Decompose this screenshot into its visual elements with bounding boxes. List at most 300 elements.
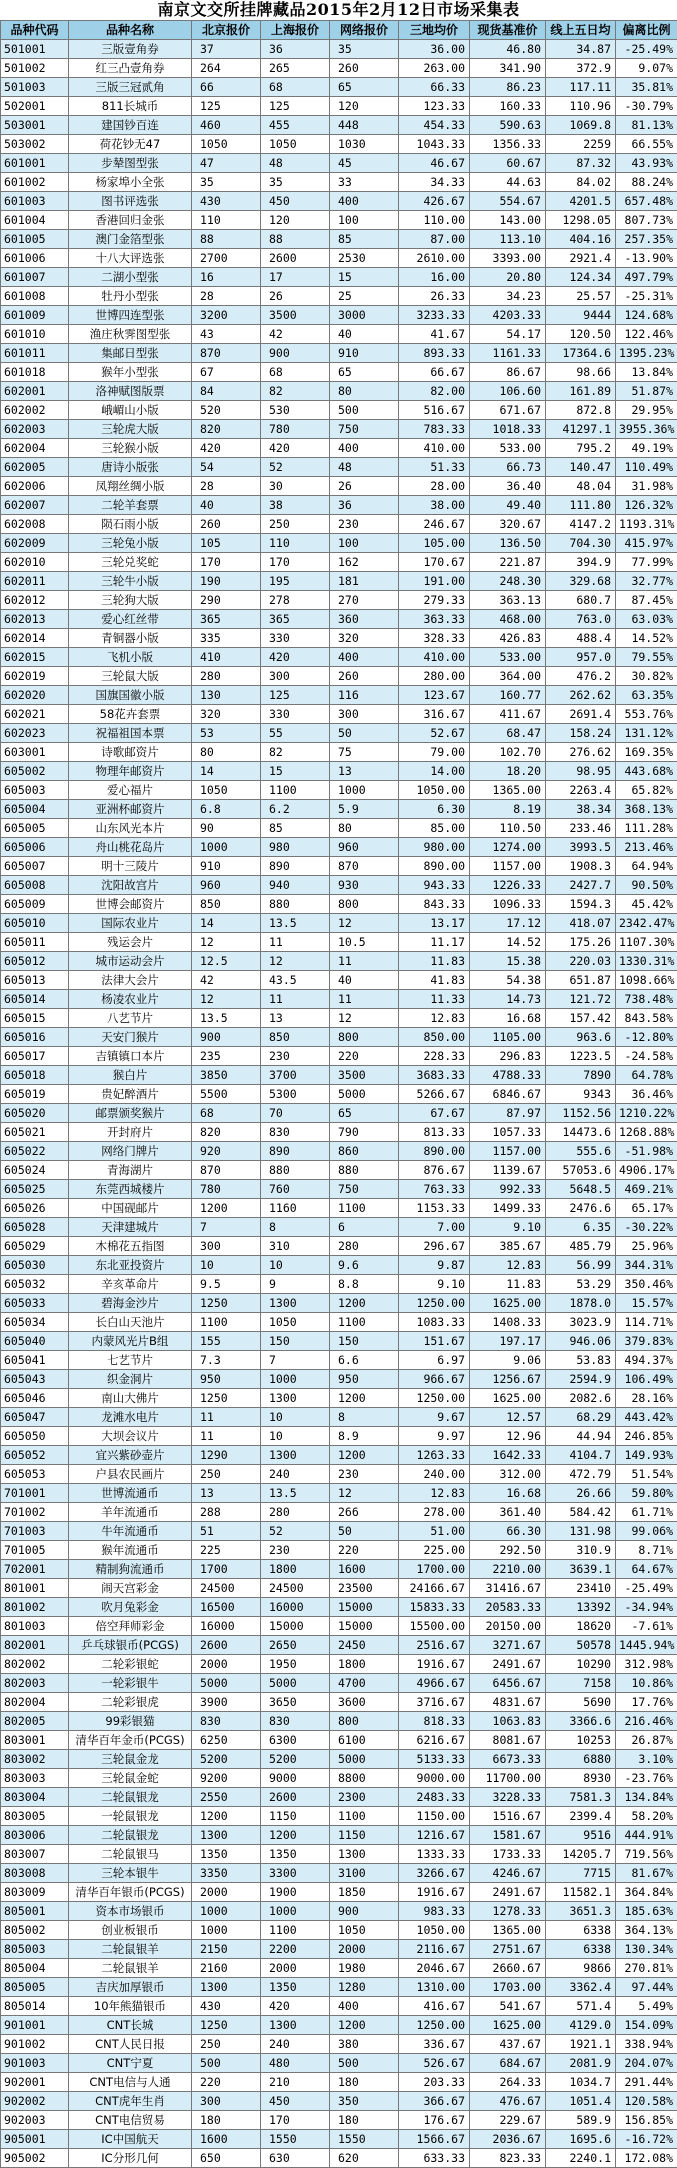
three-city-avg-cell: 454.33 (399, 116, 470, 135)
three-city-avg-cell: 278.00 (399, 1503, 470, 1522)
deviation-ratio-cell: 35.81% (616, 78, 677, 97)
five-day-avg-cell: 7715 (546, 1864, 616, 1883)
item-code-cell: 803004 (1, 1788, 69, 1807)
deviation-ratio-cell: -16.72% (616, 2130, 677, 2149)
three-city-avg-cell: 2483.33 (399, 1788, 470, 1807)
five-day-avg-cell: 117.11 (546, 78, 616, 97)
shanghai-price-cell: 1300 (261, 1389, 330, 1408)
table-row (1, 743, 677, 762)
item-name-cell: 物理年邮资片 (69, 762, 192, 781)
table-row (1, 496, 677, 515)
online-price-cell: 910 (330, 344, 399, 363)
five-day-avg-cell: 310.9 (546, 1541, 616, 1560)
item-name-cell: 宜兴紫砂壶片 (69, 1446, 192, 1465)
deviation-ratio-cell: 81.67% (616, 1864, 677, 1883)
table-row (1, 1066, 677, 1085)
item-name-cell: 长白山天池片 (69, 1313, 192, 1332)
header-row (1, 21, 677, 40)
spot-benchmark-price-cell: 1274.00 (470, 838, 546, 857)
item-code-cell: 605015 (1, 1009, 69, 1028)
three-city-avg-cell: 1250.00 (399, 1389, 470, 1408)
table-row (1, 1693, 677, 1712)
shanghai-price-cell: 42 (261, 325, 330, 344)
three-city-avg-cell: 1050.00 (399, 781, 470, 800)
table-row (1, 401, 677, 420)
five-day-avg-cell: 9343 (546, 1085, 616, 1104)
shanghai-price-cell: 280 (261, 1503, 330, 1522)
three-city-avg-cell: 85.00 (399, 819, 470, 838)
spot-benchmark-price-cell: 20583.33 (470, 1598, 546, 1617)
spot-benchmark-price-cell: 1356.33 (470, 135, 546, 154)
deviation-ratio-cell: 149.93% (616, 1446, 677, 1465)
beijing-price-cell: 84 (192, 382, 261, 401)
spot-benchmark-price-cell: 590.63 (470, 116, 546, 135)
table-row (1, 895, 677, 914)
spot-benchmark-price-cell: 411.67 (470, 705, 546, 724)
five-day-avg-cell: 17364.6 (546, 344, 616, 363)
table-row (1, 1769, 677, 1788)
five-day-avg-cell: 1152.56 (546, 1104, 616, 1123)
beijing-price-cell: 1290 (192, 1446, 261, 1465)
table-row (1, 1028, 677, 1047)
spot-benchmark-price-cell: 86.23 (470, 78, 546, 97)
table-row (1, 1788, 677, 1807)
five-day-avg-cell: 14205.7 (546, 1845, 616, 1864)
table-row (1, 724, 677, 743)
spot-benchmark-price-cell: 437.67 (470, 2035, 546, 2054)
beijing-price-cell: 13 (192, 1484, 261, 1503)
beijing-price-cell: 125 (192, 97, 261, 116)
table-row (1, 781, 677, 800)
beijing-price-cell: 13.5 (192, 1009, 261, 1028)
online-price-cell: 880 (330, 1161, 399, 1180)
spot-benchmark-price-cell: 8.19 (470, 800, 546, 819)
item-code-cell: 603001 (1, 743, 69, 762)
beijing-price-cell: 42 (192, 971, 261, 990)
beijing-price-cell: 12.5 (192, 952, 261, 971)
spot-benchmark-price-cell: 9.06 (470, 1351, 546, 1370)
spot-benchmark-price-cell: 66.30 (470, 1522, 546, 1541)
five-day-avg-cell: 6880 (546, 1750, 616, 1769)
table-row (1, 1959, 677, 1978)
beijing-price-cell: 5500 (192, 1085, 261, 1104)
table-row (1, 1712, 677, 1731)
online-price-cell: 360 (330, 610, 399, 629)
item-name-cell: 三轮猴小版 (69, 439, 192, 458)
deviation-ratio-cell: 312.98% (616, 1655, 677, 1674)
online-price-cell: 400 (330, 192, 399, 211)
table-row (1, 477, 677, 496)
deviation-ratio-cell: 81.13% (616, 116, 677, 135)
three-city-avg-cell: 813.33 (399, 1123, 470, 1142)
shanghai-price-cell: 70 (261, 1104, 330, 1123)
five-day-avg-cell: 6.35 (546, 1218, 616, 1237)
beijing-price-cell: 155 (192, 1332, 261, 1351)
item-name-cell: 二轮鼠银羊 (69, 1940, 192, 1959)
deviation-ratio-cell: 3.10% (616, 1750, 677, 1769)
shanghai-price-cell: 85 (261, 819, 330, 838)
item-name-cell: 精制狗流通币 (69, 1560, 192, 1579)
item-code-cell: 605043 (1, 1370, 69, 1389)
online-price-cell: 65 (330, 363, 399, 382)
five-day-avg-cell: 41297.1 (546, 420, 616, 439)
item-name-cell: IC分形几何 (69, 2149, 192, 2168)
five-day-avg-cell: 18620 (546, 1617, 616, 1636)
three-city-avg-cell: 890.00 (399, 1142, 470, 1161)
item-name-cell: 杨凌农业片 (69, 990, 192, 1009)
item-code-cell: 805014 (1, 1997, 69, 2016)
shanghai-price-cell: 9 (261, 1275, 330, 1294)
beijing-price-cell: 9.5 (192, 1275, 261, 1294)
five-day-avg-cell: 26.66 (546, 1484, 616, 1503)
shanghai-price-cell: 310 (261, 1237, 330, 1256)
online-price-cell: 1200 (330, 2016, 399, 2035)
spot-benchmark-price-cell: 86.67 (470, 363, 546, 382)
deviation-ratio-cell: 63.35% (616, 686, 677, 705)
online-price-cell: 790 (330, 1123, 399, 1142)
online-price-cell: 5.9 (330, 800, 399, 819)
shanghai-price-cell: 1900 (261, 1883, 330, 1902)
beijing-price-cell: 900 (192, 1028, 261, 1047)
three-city-avg-cell: 3233.33 (399, 306, 470, 325)
online-price-cell: 1050 (330, 1921, 399, 1940)
item-name-cell: 爱心福片 (69, 781, 192, 800)
online-price-cell: 13 (330, 762, 399, 781)
three-city-avg-cell: 983.33 (399, 1902, 470, 1921)
deviation-ratio-cell: -12.80% (616, 1028, 677, 1047)
online-price-cell: 1550 (330, 2130, 399, 2149)
deviation-ratio-cell: 1098.66% (616, 971, 677, 990)
item-code-cell: 605018 (1, 1066, 69, 1085)
item-name-cell: 大坝会议片 (69, 1427, 192, 1446)
five-day-avg-cell: 3993.5 (546, 838, 616, 857)
col-header-deviation: 偏离比例 (616, 21, 677, 40)
beijing-price-cell: 28 (192, 287, 261, 306)
beijing-price-cell: 80 (192, 743, 261, 762)
table-row (1, 1826, 677, 1845)
online-price-cell: 2300 (330, 1788, 399, 1807)
shanghai-price-cell: 1300 (261, 2016, 330, 2035)
item-code-cell: 605021 (1, 1123, 69, 1142)
shanghai-price-cell: 150 (261, 1332, 330, 1351)
beijing-price-cell: 850 (192, 895, 261, 914)
shanghai-price-cell: 48 (261, 154, 330, 173)
table-row (1, 1465, 677, 1484)
item-name-cell: 红三凸壹角券 (69, 59, 192, 78)
item-code-cell: 503002 (1, 135, 69, 154)
beijing-price-cell: 190 (192, 572, 261, 591)
spot-benchmark-price-cell: 36.40 (470, 477, 546, 496)
beijing-price-cell: 7 (192, 1218, 261, 1237)
deviation-ratio-cell: 51.54% (616, 1465, 677, 1484)
beijing-price-cell: 14 (192, 914, 261, 933)
spot-benchmark-price-cell: 1499.33 (470, 1199, 546, 1218)
shanghai-price-cell: 1350 (261, 1978, 330, 1997)
spot-benchmark-price-cell: 1157.00 (470, 1142, 546, 1161)
table-row (1, 1807, 677, 1826)
beijing-price-cell: 43 (192, 325, 261, 344)
five-day-avg-cell: 946.06 (546, 1332, 616, 1351)
item-name-cell: 龙滩水电片 (69, 1408, 192, 1427)
deviation-ratio-cell: 469.21% (616, 1180, 677, 1199)
five-day-avg-cell: 121.72 (546, 990, 616, 1009)
item-code-cell: 605026 (1, 1199, 69, 1218)
five-day-avg-cell: 84.02 (546, 173, 616, 192)
three-city-avg-cell: 12.83 (399, 1009, 470, 1028)
three-city-avg-cell: 9.97 (399, 1427, 470, 1446)
five-day-avg-cell: 2259 (546, 135, 616, 154)
spot-benchmark-price-cell: 17.12 (470, 914, 546, 933)
shanghai-price-cell: 55 (261, 724, 330, 743)
item-name-cell: 10年熊猫银币 (69, 1997, 192, 2016)
online-price-cell: 930 (330, 876, 399, 895)
online-price-cell: 266 (330, 1503, 399, 1522)
spot-benchmark-price-cell: 248.30 (470, 572, 546, 591)
table-row (1, 1332, 677, 1351)
shanghai-price-cell: 5200 (261, 1750, 330, 1769)
deviation-ratio-cell: 26.87% (616, 1731, 677, 1750)
deviation-ratio-cell: 17.76% (616, 1693, 677, 1712)
shanghai-price-cell: 1000 (261, 1902, 330, 1921)
shanghai-price-cell: 1050 (261, 135, 330, 154)
deviation-ratio-cell: 379.83% (616, 1332, 677, 1351)
table-row (1, 1541, 677, 1560)
online-price-cell: 4700 (330, 1674, 399, 1693)
online-price-cell: 85 (330, 230, 399, 249)
shanghai-price-cell: 230 (261, 1047, 330, 1066)
item-name-cell: CNT电信与人通 (69, 2073, 192, 2092)
item-code-cell: 805004 (1, 1959, 69, 1978)
deviation-ratio-cell: 88.24% (616, 173, 677, 192)
item-code-cell: 501003 (1, 78, 69, 97)
five-day-avg-cell: 220.03 (546, 952, 616, 971)
shanghai-price-cell: 330 (261, 705, 330, 724)
item-code-cell: 602011 (1, 572, 69, 591)
item-code-cell: 605029 (1, 1237, 69, 1256)
three-city-avg-cell: 7.00 (399, 1218, 470, 1237)
deviation-ratio-cell: 30.82% (616, 667, 677, 686)
beijing-price-cell: 5200 (192, 1750, 261, 1769)
online-price-cell: 1200 (330, 1294, 399, 1313)
item-name-cell: 明十三陵片 (69, 857, 192, 876)
spot-benchmark-price-cell: 1625.00 (470, 1294, 546, 1313)
spot-benchmark-price-cell: 385.67 (470, 1237, 546, 1256)
table-row (1, 78, 677, 97)
five-day-avg-cell: 795.2 (546, 439, 616, 458)
table-row (1, 1655, 677, 1674)
five-day-avg-cell: 6338 (546, 1921, 616, 1940)
shanghai-price-cell: 2600 (261, 1788, 330, 1807)
online-price-cell: 116 (330, 686, 399, 705)
item-code-cell: 605050 (1, 1427, 69, 1446)
shanghai-price-cell: 330 (261, 629, 330, 648)
item-name-cell: 世博四连型张 (69, 306, 192, 325)
item-name-cell: 贵妃醉酒片 (69, 1085, 192, 1104)
online-price-cell: 50 (330, 1522, 399, 1541)
spot-benchmark-price-cell: 66.73 (470, 458, 546, 477)
five-day-avg-cell: 10290 (546, 1655, 616, 1674)
deviation-ratio-cell: 31.98% (616, 477, 677, 496)
item-code-cell: 605004 (1, 800, 69, 819)
online-price-cell: 1100 (330, 1313, 399, 1332)
five-day-avg-cell: 131.98 (546, 1522, 616, 1541)
three-city-avg-cell: 4966.67 (399, 1674, 470, 1693)
beijing-price-cell: 920 (192, 1142, 261, 1161)
online-price-cell: 120 (330, 97, 399, 116)
item-code-cell: 602004 (1, 439, 69, 458)
spot-benchmark-price-cell: 12.96 (470, 1427, 546, 1446)
item-code-cell: 605020 (1, 1104, 69, 1123)
table-row (1, 1370, 677, 1389)
beijing-price-cell: 9200 (192, 1769, 261, 1788)
five-day-avg-cell: 2399.4 (546, 1807, 616, 1826)
item-code-cell: 605034 (1, 1313, 69, 1332)
three-city-avg-cell: 41.67 (399, 325, 470, 344)
deviation-ratio-cell: -25.49% (616, 40, 677, 59)
item-name-cell: 杨家埠小全张 (69, 173, 192, 192)
shanghai-price-cell: 170 (261, 2111, 330, 2130)
five-day-avg-cell: 161.89 (546, 382, 616, 401)
shanghai-price-cell: 530 (261, 401, 330, 420)
three-city-avg-cell: 1263.33 (399, 1446, 470, 1465)
deviation-ratio-cell: 64.67% (616, 1560, 677, 1579)
table-row (1, 306, 677, 325)
five-day-avg-cell: 555.6 (546, 1142, 616, 1161)
spot-benchmark-price-cell: 2660.67 (470, 1959, 546, 1978)
table-row (1, 1294, 677, 1313)
beijing-price-cell: 180 (192, 2111, 261, 2130)
item-name-cell: 凤翔丝绸小版 (69, 477, 192, 496)
deviation-ratio-cell: 257.35% (616, 230, 677, 249)
item-name-cell: 一轮彩银牛 (69, 1674, 192, 1693)
table-row (1, 2016, 677, 2035)
beijing-price-cell: 1200 (192, 1199, 261, 1218)
spot-benchmark-price-cell: 296.83 (470, 1047, 546, 1066)
shanghai-price-cell: 110 (261, 534, 330, 553)
five-day-avg-cell: 5648.5 (546, 1180, 616, 1199)
table-row (1, 1408, 677, 1427)
online-price-cell: 220 (330, 1541, 399, 1560)
shanghai-price-cell: 7 (261, 1351, 330, 1370)
shanghai-price-cell: 38 (261, 496, 330, 515)
beijing-price-cell: 830 (192, 1712, 261, 1731)
shanghai-price-cell: 120 (261, 211, 330, 230)
spot-benchmark-price-cell: 2210.00 (470, 1560, 546, 1579)
table-row (1, 1275, 677, 1294)
three-city-avg-cell: 176.67 (399, 2111, 470, 2130)
beijing-price-cell: 950 (192, 1370, 261, 1389)
item-code-cell: 601001 (1, 154, 69, 173)
item-name-cell: 三轮牛小版 (69, 572, 192, 591)
online-price-cell: 1300 (330, 1845, 399, 1864)
item-code-cell: 602014 (1, 629, 69, 648)
beijing-price-cell: 780 (192, 1180, 261, 1199)
three-city-avg-cell: 36.00 (399, 40, 470, 59)
item-name-cell: IC中国航天 (69, 2130, 192, 2149)
shanghai-price-cell: 880 (261, 1161, 330, 1180)
online-price-cell: 380 (330, 2035, 399, 2054)
five-day-avg-cell: 233.46 (546, 819, 616, 838)
shanghai-price-cell: 980 (261, 838, 330, 857)
item-code-cell: 901002 (1, 2035, 69, 2054)
item-code-cell: 602006 (1, 477, 69, 496)
item-name-cell: 诗歌邮资片 (69, 743, 192, 762)
deviation-ratio-cell: 1210.22% (616, 1104, 677, 1123)
spot-benchmark-price-cell: 1581.67 (470, 1826, 546, 1845)
item-code-cell: 802002 (1, 1655, 69, 1674)
shanghai-price-cell: 68 (261, 78, 330, 97)
deviation-ratio-cell: 156.85% (616, 2111, 677, 2130)
item-code-cell: 805002 (1, 1921, 69, 1940)
three-city-avg-cell: 1043.33 (399, 135, 470, 154)
beijing-price-cell: 1000 (192, 1902, 261, 1921)
three-city-avg-cell: 5266.67 (399, 1085, 470, 1104)
online-price-cell: 180 (330, 2073, 399, 2092)
three-city-avg-cell: 1216.67 (399, 1826, 470, 1845)
beijing-price-cell: 16 (192, 268, 261, 287)
online-price-cell: 3000 (330, 306, 399, 325)
col-header-five-day-avg: 线上五日均 (546, 21, 616, 40)
five-day-avg-cell: 4147.2 (546, 515, 616, 534)
spot-benchmark-price-cell: 49.40 (470, 496, 546, 515)
beijing-price-cell: 1300 (192, 1826, 261, 1845)
three-city-avg-cell: 850.00 (399, 1028, 470, 1047)
item-name-cell: 牛年流通币 (69, 1522, 192, 1541)
item-name-cell: 邮票颁奖猴片 (69, 1104, 192, 1123)
beijing-price-cell: 66 (192, 78, 261, 97)
beijing-price-cell: 6250 (192, 1731, 261, 1750)
beijing-price-cell: 1250 (192, 1294, 261, 1313)
shanghai-price-cell: 1800 (261, 1560, 330, 1579)
item-name-cell: 二轮彩银蛇 (69, 1655, 192, 1674)
spot-benchmark-price-cell: 11.83 (470, 1275, 546, 1294)
beijing-price-cell: 430 (192, 192, 261, 211)
table-row (1, 1674, 677, 1693)
three-city-avg-cell: 3716.67 (399, 1693, 470, 1712)
shanghai-price-cell: 12 (261, 952, 330, 971)
table-row (1, 211, 677, 230)
item-code-cell: 602020 (1, 686, 69, 705)
three-city-avg-cell: 6216.67 (399, 1731, 470, 1750)
three-city-avg-cell: 633.33 (399, 2149, 470, 2168)
deviation-ratio-cell: 3955.36% (616, 420, 677, 439)
deviation-ratio-cell: -34.94% (616, 1598, 677, 1617)
item-name-cell: CNT电信贸易 (69, 2111, 192, 2130)
item-code-cell: 502001 (1, 97, 69, 116)
beijing-price-cell: 870 (192, 1161, 261, 1180)
item-code-cell: 605012 (1, 952, 69, 971)
deviation-ratio-cell: 364.84% (616, 1883, 677, 1902)
spot-benchmark-price-cell: 31416.67 (470, 1579, 546, 1598)
five-day-avg-cell: 4104.7 (546, 1446, 616, 1465)
table-row (1, 192, 677, 211)
spot-benchmark-price-cell: 2036.67 (470, 2130, 546, 2149)
deviation-ratio-cell: 338.94% (616, 2035, 677, 2054)
online-price-cell: 50 (330, 724, 399, 743)
online-price-cell: 75 (330, 743, 399, 762)
online-price-cell: 12 (330, 914, 399, 933)
spot-benchmark-price-cell: 1105.00 (470, 1028, 546, 1047)
beijing-price-cell: 2700 (192, 249, 261, 268)
three-city-avg-cell: 51.33 (399, 458, 470, 477)
five-day-avg-cell: 584.42 (546, 1503, 616, 1522)
table-row (1, 1731, 677, 1750)
beijing-price-cell: 2160 (192, 1959, 261, 1978)
five-day-avg-cell: 7581.3 (546, 1788, 616, 1807)
item-code-cell: 605017 (1, 1047, 69, 1066)
deviation-ratio-cell: -23.76% (616, 1769, 677, 1788)
table-row (1, 1750, 677, 1769)
